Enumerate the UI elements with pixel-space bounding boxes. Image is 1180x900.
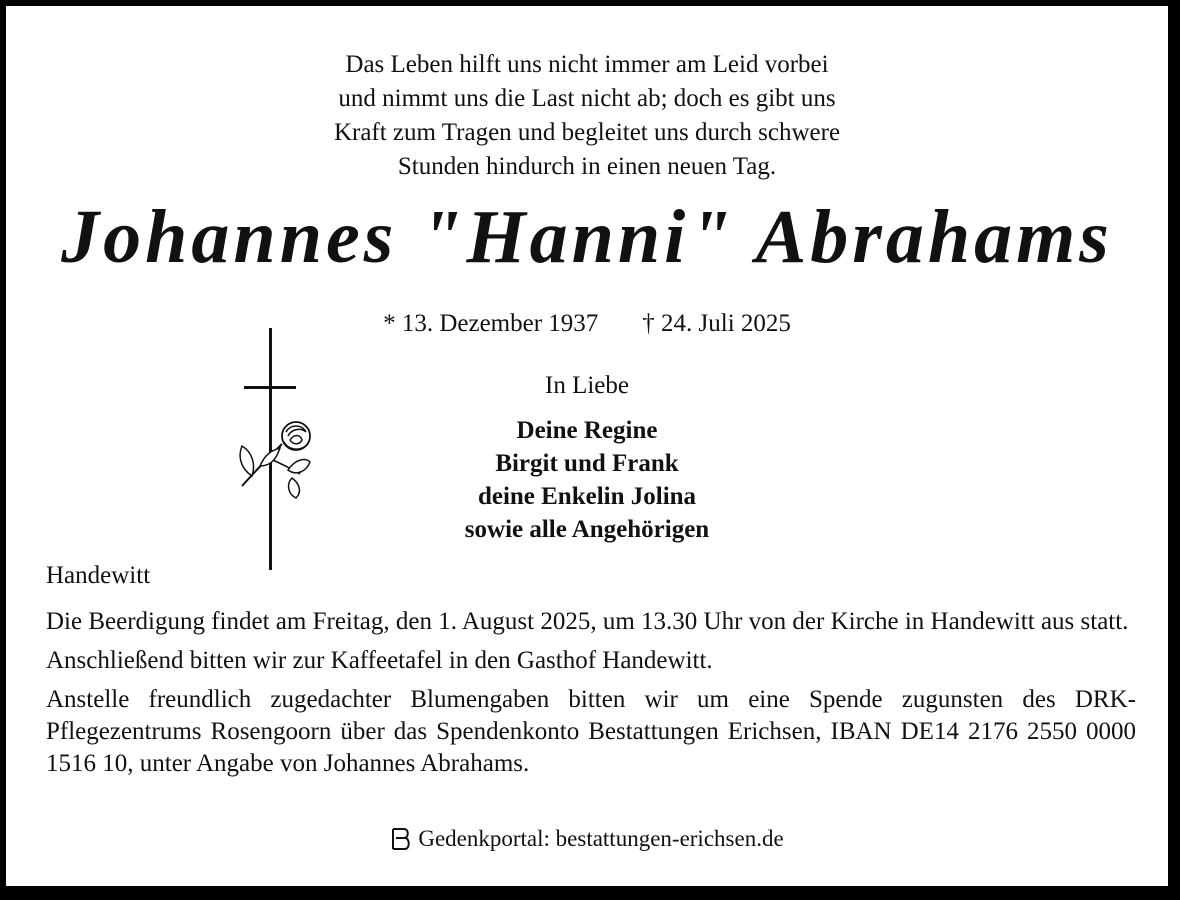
funeral-details <box>46 606 1136 787</box>
place-name: Handewitt <box>46 562 151 589</box>
poem <box>6 48 1168 184</box>
funeral-home-logo-icon <box>390 827 412 857</box>
donation-paragraph: Anstelle freundlich zugedachter Blumengaben bitten wir um eine Spende zugunsten des DRK-Pflegezentrums Rosengoorn über das Spendenkonto Bestattungen Erichsen, IBAN DE14 2176 2550 0000 1516 10, unter Angabe von Johannes Abrahams. <box>46 686 1136 777</box>
deceased-name: Johannes "Hanni" Abrahams <box>61 195 1113 279</box>
family-line: sowie alle Angehörigen <box>464 516 710 543</box>
birth-date: * 13. Dezember 1937 <box>383 310 599 337</box>
reception-paragraph: Anschließend bitten wir zur Kaffeetafel in den Gasthof Handewitt. <box>46 647 713 674</box>
portal-text[interactable]: Gedenkportal: bestattungen-erichsen.de <box>418 826 784 851</box>
memorial-portal <box>6 826 1168 857</box>
life-dates <box>6 310 1168 338</box>
poem-line: Stunden hindurch in einen neuen Tag. <box>397 153 777 180</box>
closing-phrase: In Liebe <box>545 372 629 399</box>
funeral-paragraph: Die Beerdigung findet am Freitag, den 1. August 2025, um 13.30 Uhr von der Kirche in Handewitt aus statt. <box>46 608 1129 635</box>
poem-line: Das Leben hilft uns nicht immer am Leid vorbei <box>345 51 829 78</box>
family-line: Birgit und Frank <box>495 450 679 477</box>
death-date: † 24. Juli 2025 <box>642 310 791 337</box>
family-list <box>6 414 1168 546</box>
poem-line: Kraft zum Tragen und begleitet uns durch schwere <box>333 119 841 146</box>
family-line: Deine Regine <box>516 417 658 444</box>
obituary-card <box>6 6 1168 886</box>
poem-line: und nimmt uns die Last nicht ab; doch es gibt uns <box>338 85 836 112</box>
family-line: deine Enkelin Jolina <box>477 483 697 510</box>
